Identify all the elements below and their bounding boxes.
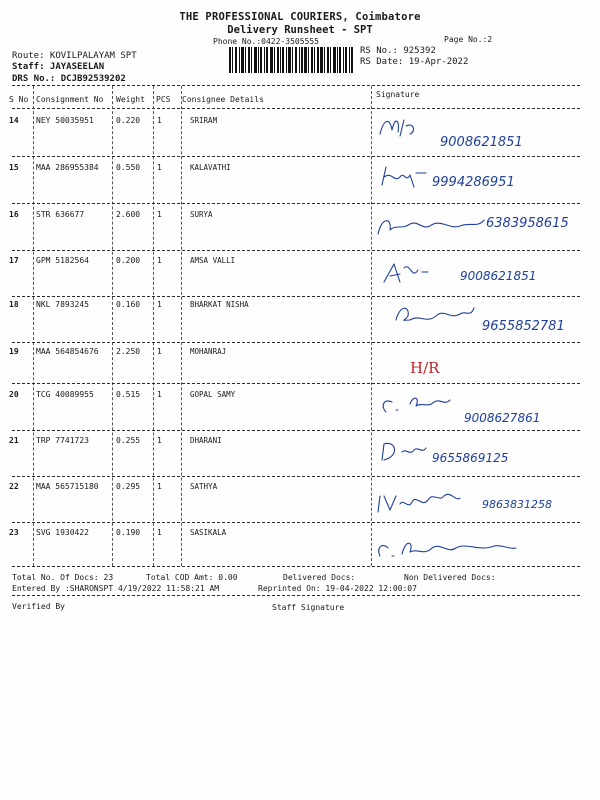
svg-text:6383958615: 6383958615 (486, 216, 569, 231)
handwritten-signature (370, 200, 595, 246)
entered-by: Entered By :SHARONSPT 4/19/2022 11:58:21 AM (12, 584, 220, 593)
row-sno: 23 (9, 528, 19, 537)
svg-text:9008627861: 9008627861 (464, 411, 541, 425)
verified-by: Verified By (12, 602, 65, 611)
handwritten-signature (370, 472, 595, 518)
row-sno: 20 (9, 390, 19, 399)
handwritten-signature (370, 380, 595, 426)
handwritten-signature (370, 426, 595, 472)
runsheet-subtitle: Delivery Runsheet - SPT (227, 24, 373, 36)
footer-divider (12, 595, 580, 596)
svg-text:9863831258: 9863831258 (482, 498, 552, 511)
row-pcs: 1 (157, 436, 162, 445)
row-consignee: DHARANI (190, 436, 222, 445)
handwritten-signature (370, 106, 595, 152)
handwritten-mark: H/R (410, 359, 440, 377)
route: Route: KOVILPALAYAM SPT (12, 51, 137, 61)
reprinted-on: Reprinted On: 19-04-2022 12:00:07 (258, 584, 417, 593)
row-weight: 0.295 (116, 482, 141, 491)
svg-text:9008621851: 9008621851 (460, 269, 537, 283)
total-docs: Total No. Of Docs: 23 (12, 573, 114, 582)
row-divider (12, 566, 580, 567)
row-weight: 0.220 (116, 116, 141, 125)
handwritten-signature (370, 290, 595, 336)
row-consignee: BHARKAT NISHA (190, 300, 249, 309)
row-pcs: 1 (157, 482, 162, 491)
row-weight: 2.600 (116, 210, 141, 219)
row-consignment: NKL 7893245 (36, 300, 89, 309)
row-consignment: SVG 1930422 (36, 528, 89, 537)
non-delivered-docs: Non Delivered Docs: (404, 573, 496, 582)
table-row (0, 528, 600, 575)
row-weight: 0.255 (116, 436, 141, 445)
row-pcs: 1 (157, 163, 162, 172)
row-pcs: 1 (157, 347, 162, 356)
svg-text:9655869125: 9655869125 (432, 451, 509, 465)
col-header-signature: Signature (376, 90, 420, 99)
row-sno: 14 (9, 116, 19, 125)
col-header-sno: S No (9, 95, 29, 104)
row-consignment: MAA 565715180 (36, 482, 99, 491)
handwritten-signature (370, 518, 595, 564)
row-pcs: 1 (157, 300, 162, 309)
staff-signature-label: Staff Signature (272, 603, 345, 612)
row-consignment: GPM 5182564 (36, 256, 89, 265)
row-consignee: SURYA (190, 210, 213, 219)
row-weight: 0.515 (116, 390, 141, 399)
rs-number: RS No.: 925392 (360, 46, 436, 56)
row-sno: 16 (9, 210, 19, 219)
row-pcs: 1 (157, 116, 162, 125)
row-weight: 0.190 (116, 528, 141, 537)
row-weight: 0.200 (116, 256, 141, 265)
rs-date: RS Date: 19-Apr-2022 (360, 57, 469, 67)
row-consignee: SATHYA (190, 482, 218, 491)
total-cod-amount: Total COD Amt: 0.00 (146, 573, 238, 582)
row-consignment: MAA 286955384 (36, 163, 99, 172)
svg-text:9994286951: 9994286951 (432, 175, 515, 190)
phone-number: Phone No.:0422-3505555 (213, 37, 319, 46)
row-pcs: 1 (157, 210, 162, 219)
row-consignment: MAA 564854676 (36, 347, 99, 356)
row-sno: 22 (9, 482, 19, 491)
row-weight: 0.550 (116, 163, 141, 172)
col-header-weight: Weight (116, 95, 145, 104)
company-title: THE PROFESSIONAL COURIERS, Coimbatore (179, 11, 421, 23)
svg-text:9655852781: 9655852781 (482, 319, 565, 334)
col-header-consignment: Consignment No (36, 95, 104, 104)
row-sno: 18 (9, 300, 19, 309)
row-sno: 15 (9, 163, 19, 172)
staff-name: Staff: JAYASEELAN (12, 62, 105, 72)
row-consignee: MOHANRAJ (190, 347, 227, 356)
table-row (0, 300, 600, 347)
row-consignment: TCG 40089955 (36, 390, 94, 399)
row-pcs: 1 (157, 256, 162, 265)
header-divider (12, 85, 580, 86)
row-consignee: KALAVATHI (190, 163, 231, 172)
barcode (229, 47, 353, 73)
row-consignee: AMSA VALLI (190, 256, 236, 265)
row-consignee: GOPAL SAMY (190, 390, 236, 399)
col-header-pcs: PCS (156, 95, 171, 104)
drs-number: DRS No.: DCJB92539202 (12, 74, 126, 84)
row-sno: 21 (9, 436, 19, 445)
row-consignment: NEY 50035951 (36, 116, 94, 125)
row-weight: 0.160 (116, 300, 141, 309)
handwritten-signature (370, 153, 595, 199)
row-sno: 19 (9, 347, 19, 356)
svg-text:9008621851: 9008621851 (440, 135, 523, 150)
row-consignee: SASIKALA (190, 528, 227, 537)
handwritten-signature (370, 246, 595, 292)
row-weight: 2.250 (116, 347, 141, 356)
row-consignment: TRP 7741723 (36, 436, 89, 445)
row-pcs: 1 (157, 390, 162, 399)
row-consignment: STR 636677 (36, 210, 85, 219)
row-consignee: SRIRAM (190, 116, 218, 125)
row-divider (12, 342, 580, 343)
delivered-docs: Delivered Docs: (283, 573, 356, 582)
page-number: Page No.:2 (444, 35, 493, 44)
row-sno: 17 (9, 256, 19, 265)
col-header-consignee: Consignee Details (182, 95, 264, 104)
row-pcs: 1 (157, 528, 162, 537)
